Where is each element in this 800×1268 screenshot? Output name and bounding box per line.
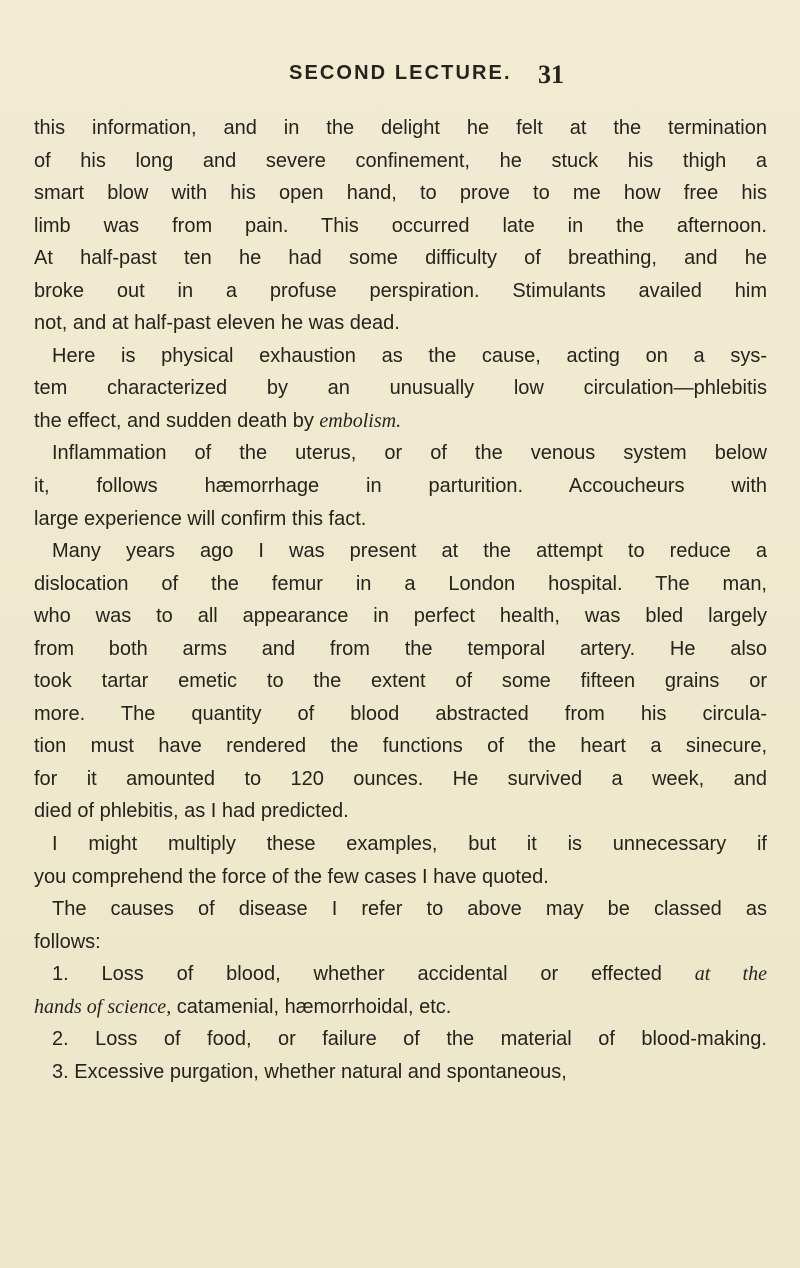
text-line: limb was from pain. This occurred late in the afternoon. [34, 214, 767, 237]
text-line: for it amounted to 120 ounces. He survived a week, and [34, 767, 767, 790]
italic-term: embolism. [319, 409, 402, 432]
text-line: Inflammation of the uterus, or of the venous system below [52, 442, 767, 465]
list-item-3: 3. Excessive purgation, whether natural and spontaneous, [52, 1060, 567, 1083]
text-line: tem characterized by an unusually low circulation—phlebitis [34, 377, 767, 400]
text-line: Here is physical exhaustion as the cause, acting on a sys- [52, 344, 767, 367]
list-item-2: 2. Loss of food, or failure of the material of blood-making. [52, 1028, 767, 1051]
text-line: I might multiply these examples, but it is unnecessary if [52, 833, 767, 856]
text-line: died of phlebitis, as I had predicted. [34, 800, 349, 823]
text-line: from both arms and from the temporal artery. He also [34, 637, 767, 660]
text-line: Many years ago I was present at the attempt to reduce a [52, 540, 767, 563]
body-text [34, 112, 767, 1088]
page-number: 31 [538, 60, 564, 89]
text-line: it, follows hæmorrhage in parturition. Accoucheurs with [34, 475, 767, 498]
text-line: of his long and severe confinement, he stuck his thigh a [34, 149, 767, 172]
text-line: not, and at half-past eleven he was dead. [34, 312, 400, 335]
text-line: large experience will confirm this fact. [34, 507, 367, 530]
text-line: broke out in a profuse perspiration. Stimulants availed him [34, 279, 767, 302]
text-line: dislocation of the femur in a London hospital. The man, [34, 572, 767, 595]
text-line: The causes of disease I refer to above may be classed as [52, 898, 767, 921]
text-line: you comprehend the force of the few cases I have quoted. [34, 865, 549, 888]
italic-phrase: hands of science, [34, 995, 172, 1018]
text-line: took tartar emetic to the extent of some fifteen grains or [34, 670, 767, 693]
text-line: smart blow with his open hand, to prove to me how free his [34, 182, 767, 205]
text-line: more. The quantity of blood abstracted from his circula- [34, 702, 767, 725]
running-head: SECOND LECTURE. [289, 62, 512, 84]
text-line: this information, and in the delight he felt at the termination [34, 117, 767, 139]
text-line: tion must have rendered the functions of the heart a sinecure, [34, 735, 767, 758]
text-line: At half-past ten he had some difficulty of breathing, and he [34, 247, 767, 270]
text-line: who was to all appearance in perfect health, was bled largely [34, 605, 767, 628]
text-line: the effect, and sudden death by embolism. [34, 409, 402, 432]
italic-phrase: at the [694, 963, 767, 986]
list-item-1: 1. Loss of blood, whether accidental or effected at the [52, 963, 767, 986]
text-line: hands of science, catamenial, hæmorrhoidal, etc. [34, 995, 452, 1018]
text-line: follows: [34, 930, 101, 953]
